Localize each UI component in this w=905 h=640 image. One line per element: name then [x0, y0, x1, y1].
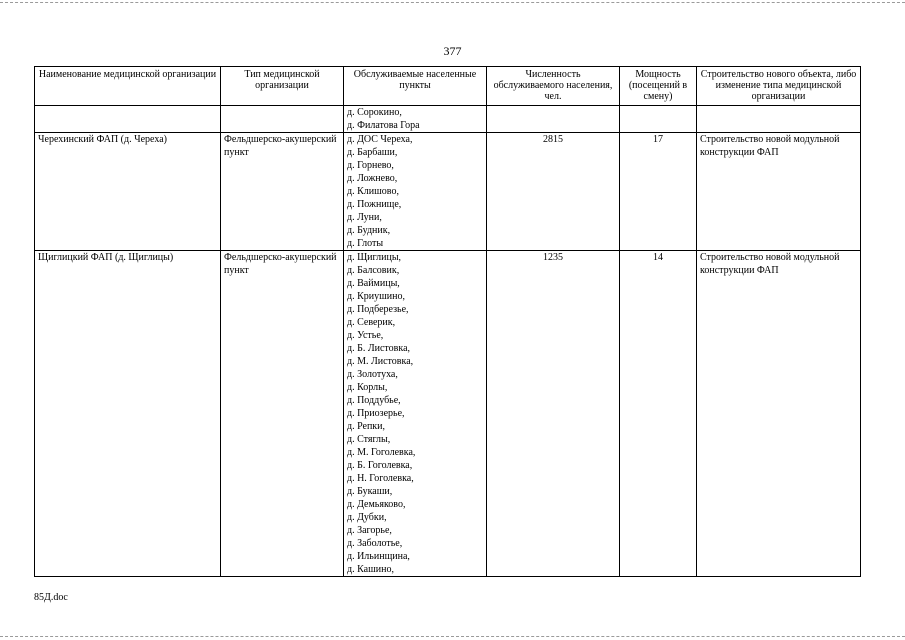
- settlement-item: д. Балсовик,: [347, 265, 400, 276]
- settlement-item: д. Щиглицы,: [347, 252, 402, 263]
- cell-population: 2815: [487, 133, 620, 251]
- settlement-item: д. Устье,: [347, 330, 384, 341]
- settlement-list: [347, 106, 483, 132]
- page-number: 377: [443, 44, 462, 58]
- settlement-item: д. Подберезье,: [347, 304, 409, 315]
- settlement-item: д. Стяглы,: [347, 434, 391, 445]
- table-row: [35, 133, 861, 251]
- cell-facility-type: [221, 106, 344, 133]
- facilities-table: [34, 66, 861, 577]
- settlement-item: д. Загорье,: [347, 525, 392, 536]
- settlement-item: д. М. Листовка,: [347, 356, 414, 367]
- table-body: [35, 106, 861, 577]
- settlement-item: д. Барбаши,: [347, 147, 398, 158]
- settlement-item: д. Корлы,: [347, 382, 388, 393]
- settlement-item: д. Кашино,: [347, 564, 394, 575]
- settlement-item: д. Клишово,: [347, 186, 399, 197]
- settlement-item: д. Демьяково,: [347, 499, 406, 510]
- column-header-name: Наименование медицинской организации: [35, 67, 221, 106]
- cell-facility-name: Щиглицкий ФАП (д. Щиглицы): [35, 251, 221, 577]
- settlement-item: д. Б. Листовка,: [347, 343, 411, 354]
- settlement-item: д. Поддубье,: [347, 395, 401, 406]
- column-header-capacity: Мощность (посещений в смену): [620, 67, 697, 106]
- cell-population: [487, 106, 620, 133]
- table-row: [35, 106, 861, 133]
- table-header-row: [35, 67, 861, 106]
- settlement-item: д. Ложнево,: [347, 173, 398, 184]
- cell-settlements: [344, 133, 487, 251]
- cell-facility-type: Фельдшерско-акушерский пункт: [221, 133, 344, 251]
- settlement-item: д. Дубки,: [347, 512, 387, 523]
- settlement-item: д. Заболотье,: [347, 538, 403, 549]
- settlement-item: д. Н. Гоголевка,: [347, 473, 414, 484]
- column-header-population: Численность обслуживаемого населения, чел.: [487, 67, 620, 106]
- cell-population: 1235: [487, 251, 620, 577]
- cell-construction: Строительство новой модульной конструкции ФАП: [697, 133, 861, 251]
- settlement-item: д. Будник,: [347, 225, 391, 236]
- scan-edge-bottom: [0, 636, 905, 637]
- cell-construction: Строительство новой модульной конструкции ФАП: [697, 251, 861, 577]
- column-header-construction: Строительство нового объекта, либо изменение типа медицинской организации: [697, 67, 861, 106]
- cell-capacity: 17: [620, 133, 697, 251]
- column-header-settlements: Обслуживаемые населенные пункты: [344, 67, 487, 106]
- settlement-item: д. Луни,: [347, 212, 382, 223]
- settlement-item: д. М. Гоголевка,: [347, 447, 416, 458]
- table-row: [35, 251, 861, 577]
- settlement-list: [347, 133, 483, 250]
- scan-edge-top: [0, 2, 905, 3]
- settlement-item: д. Северик,: [347, 317, 396, 328]
- cell-construction: [697, 106, 861, 133]
- settlement-item: д. Сорокино,: [347, 107, 402, 118]
- footer-filename: 85Д.doc: [34, 592, 68, 603]
- settlement-item: д. Криушино,: [347, 291, 406, 302]
- cell-settlements: [344, 251, 487, 577]
- column-header-type: Тип медицинской организации: [221, 67, 344, 106]
- cell-facility-type: Фельдшерско-акушерский пункт: [221, 251, 344, 577]
- settlement-item: д. Золотуха,: [347, 369, 398, 380]
- cell-capacity: 14: [620, 251, 697, 577]
- settlement-item: д. Глоты: [347, 238, 384, 249]
- settlement-item: д. Ильинщина,: [347, 551, 410, 562]
- settlement-item: д. Горнево,: [347, 160, 394, 171]
- settlement-item: д. Б. Гоголевка,: [347, 460, 413, 471]
- cell-facility-name: [35, 106, 221, 133]
- cell-capacity: [620, 106, 697, 133]
- settlement-item: д. ДОС Череха,: [347, 134, 413, 145]
- settlement-list: [347, 251, 483, 576]
- cell-facility-name: Черехинский ФАП (д. Череха): [35, 133, 221, 251]
- settlement-item: д. Репки,: [347, 421, 386, 432]
- cell-settlements: [344, 106, 487, 133]
- settlement-item: д. Букаши,: [347, 486, 393, 497]
- settlement-item: д. Приозерье,: [347, 408, 405, 419]
- settlement-item: д. Филатова Гора: [347, 120, 420, 131]
- settlement-item: д. Пожнище,: [347, 199, 402, 210]
- settlement-item: д. Ваймицы,: [347, 278, 400, 289]
